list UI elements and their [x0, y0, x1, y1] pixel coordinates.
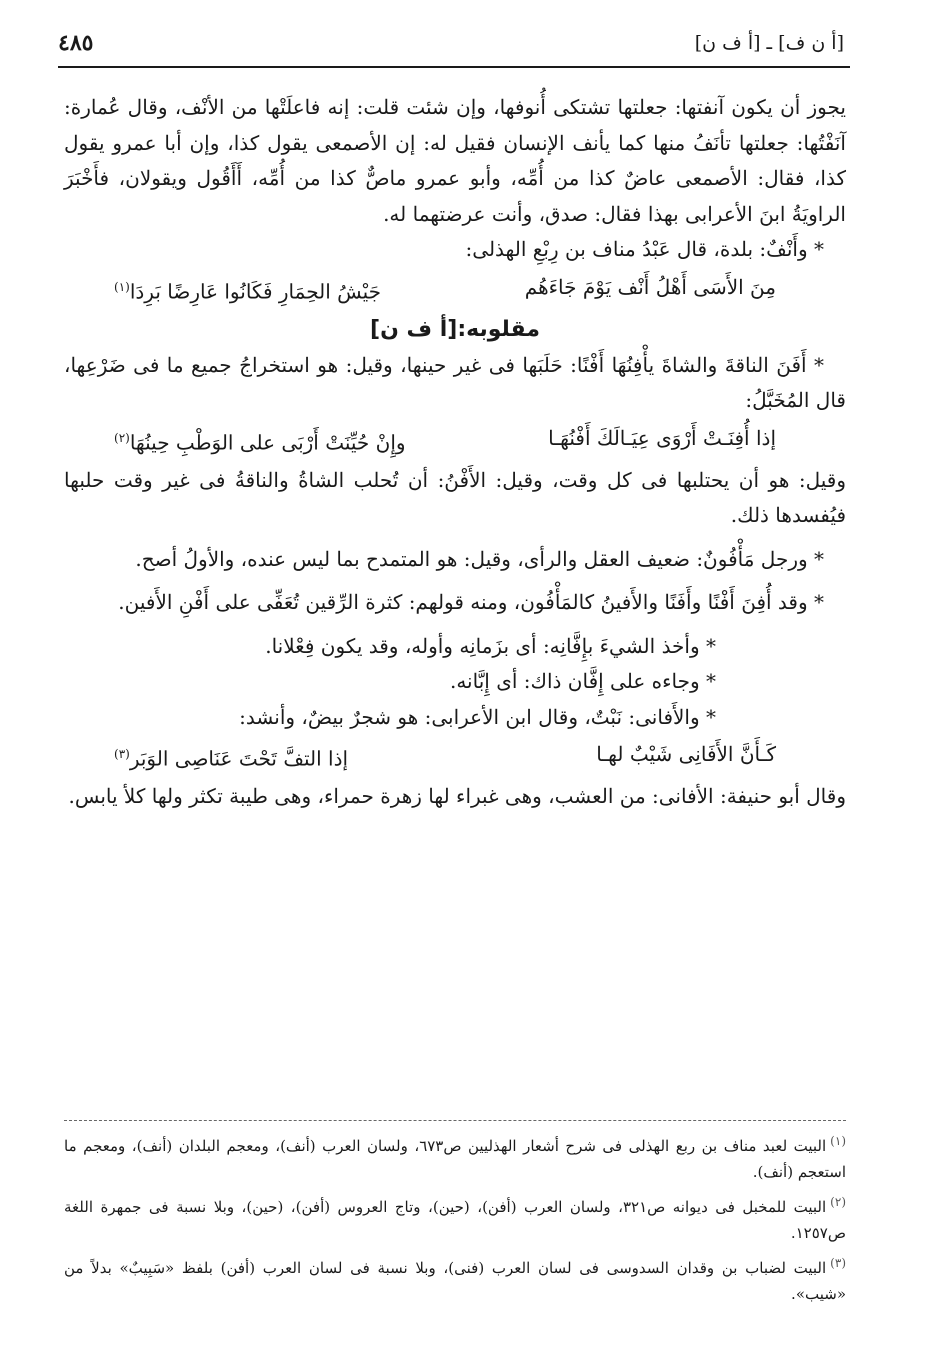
footnote-marker: (١)	[114, 279, 130, 294]
footnote-marker: (٢)	[114, 430, 130, 445]
verse	[64, 270, 846, 310]
paragraph: * وأَنْفٌ: بلدة، قال عَبْدُ مناف بن رِبْعِ الهذلى:	[465, 237, 824, 261]
footnote	[64, 1250, 846, 1307]
verse-hemistich-first: كَـأَنَّ الأَفَانِى شَيْبٌ لهـا	[596, 742, 776, 767]
paragraph: * وجاءه على إِفَّان ذاك: أى إِبَّانه.	[449, 669, 716, 694]
footnote	[64, 1128, 846, 1185]
page-number: ٤٨٥	[58, 30, 94, 56]
verse	[64, 737, 846, 777]
paragraph: وقال أبو حنيفة: الأفانى: من العشب، وهى غبراء لها زهرة حمراء، وهى طيبة تكثر ولها كلأ يابس.	[68, 784, 846, 809]
section-heading: مقلوبه:[أ ف ن]	[370, 316, 540, 342]
paragraph: * والأَفانى: نَبْتٌ، وقال ابن الأعرابى: هو شجرٌ بيضٌ، وأنشد:	[239, 704, 716, 729]
footnote-number: (٢)	[830, 1195, 846, 1209]
paragraph: وقيل: هو أن يحتلبها فى كل وقت، وقيل: الأَفْنُ: أن تُحلب الشاةُ والناقةُ فى غير وقت حلبها فيُفسدها ذلك.	[64, 467, 846, 528]
verse-hemistich-second	[114, 270, 381, 310]
verse	[64, 421, 846, 461]
paragraph: * وأخذ الشيءَ بإِفَّانِه: أى بزَمانِه وأوله، وقد يكون فِعْلانا.	[265, 633, 716, 658]
verse-hemistich-first: إذا أُفِنَـتْ أَرْوَى عِيَـالَكَ أَفْنُهَـا	[548, 425, 776, 450]
verse-text: جَيْشُ الحِمَارِ فَكَانُوا عَارِضًا بَرِدَا	[129, 279, 382, 304]
footnote-separator	[64, 1120, 846, 1121]
paragraph: * ورجل مَأْفُونٌ: ضعيف العقل والرأى، وقيل: هو المتمدح بما ليس عنده، والأولُ أصح.	[135, 546, 824, 571]
footnote-marker: (٣)	[114, 747, 130, 762]
footnote	[64, 1189, 846, 1246]
verse-hemistich-first: مِنَ الأَسَى أَهْلُ أَنْف يَوْمَ جَاءَهُم	[524, 274, 776, 299]
verse-hemistich-second	[114, 737, 348, 777]
paragraph: يجوز أن يكون آنفتها: جعلتها تشتكى أُنوفها، وإن شئت قلت: إنه فاعلَتْها من الأنْف، وقال عُمارة: آنَفْتُها: جعلتها تأنَفُ منها كما يأنف الإنسان فقيل له: إن الأصمعى يقول كذا، وإن أبا عمرو يقول كذا، فقال: الأصمعى عاضٌ كذا من أُمِّه، وأبو عمرو ماصٌّ كذا من أُمِّه، أَأَقُول ويقولان، فأَخْبَرَ الراويَةُ ابنَ الأعرابى بهذا فقال: صدق، وأنت عرضتهما له.	[64, 95, 846, 226]
paragraph: * وقد أُفِنَ أَفْنًا وأَفَنًا والأَفينُ كالمَأْفُون، ومنه قولهم: كثرة الرِّقين تُعَفِّى على أَفْنِ الأَفين.	[118, 590, 824, 615]
page-header	[58, 30, 844, 64]
header-rule	[58, 66, 850, 68]
footnote-number: (١)	[830, 1134, 846, 1148]
footnote-number: (٣)	[830, 1256, 846, 1270]
verse-text: إذا التفَّ تَحْتَ عَنَاصِى الوَبَر	[129, 746, 349, 771]
main-text	[64, 90, 846, 815]
verse-hemistich-second	[114, 421, 406, 461]
footnote-text: البيت للمخبل فى ديوانه ص٣٢١، ولسان العرب (أفن)، (حين)، وتاج العروس (أفن)، (حين)، وبلا نسبة فى جمهرة اللغة ص١٢٥٧.	[64, 1198, 846, 1242]
verse-text: وإِنْ حُيِّنَتْ أَرْبَى على الوَطْبِ حِينُهَا	[129, 430, 406, 455]
footnotes	[64, 1128, 846, 1311]
footnote-text: البيت لعبد مناف بن ربع الهذلى فى شرح أشعار الهذليين ص٦٧٣، ولسان العرب (أنف)، ومعجم البلدان (أنف)، ومعجم ما استعجم (أنف).	[64, 1137, 846, 1181]
running-title: [أ ن ف] ـ [أ ف ن]	[694, 32, 844, 54]
paragraph: * أَفَنَ الناقةَ والشاةَ يأْفِنُهَا أَفْنًا: حَلَبَها فى غير حينها، وقيل: هو استخراجُ جميع ما فى ضَرْعِها، قال المُخَبَّلُ:	[64, 352, 846, 413]
footnote-text: البيت لضباب بن وقدان السدوسى فى لسان العرب (فنى)، وبلا نسبة فى لسان العرب (أفن) بلفظ «سَبِيبٌ» بدلاً من «شيب».	[64, 1259, 846, 1303]
